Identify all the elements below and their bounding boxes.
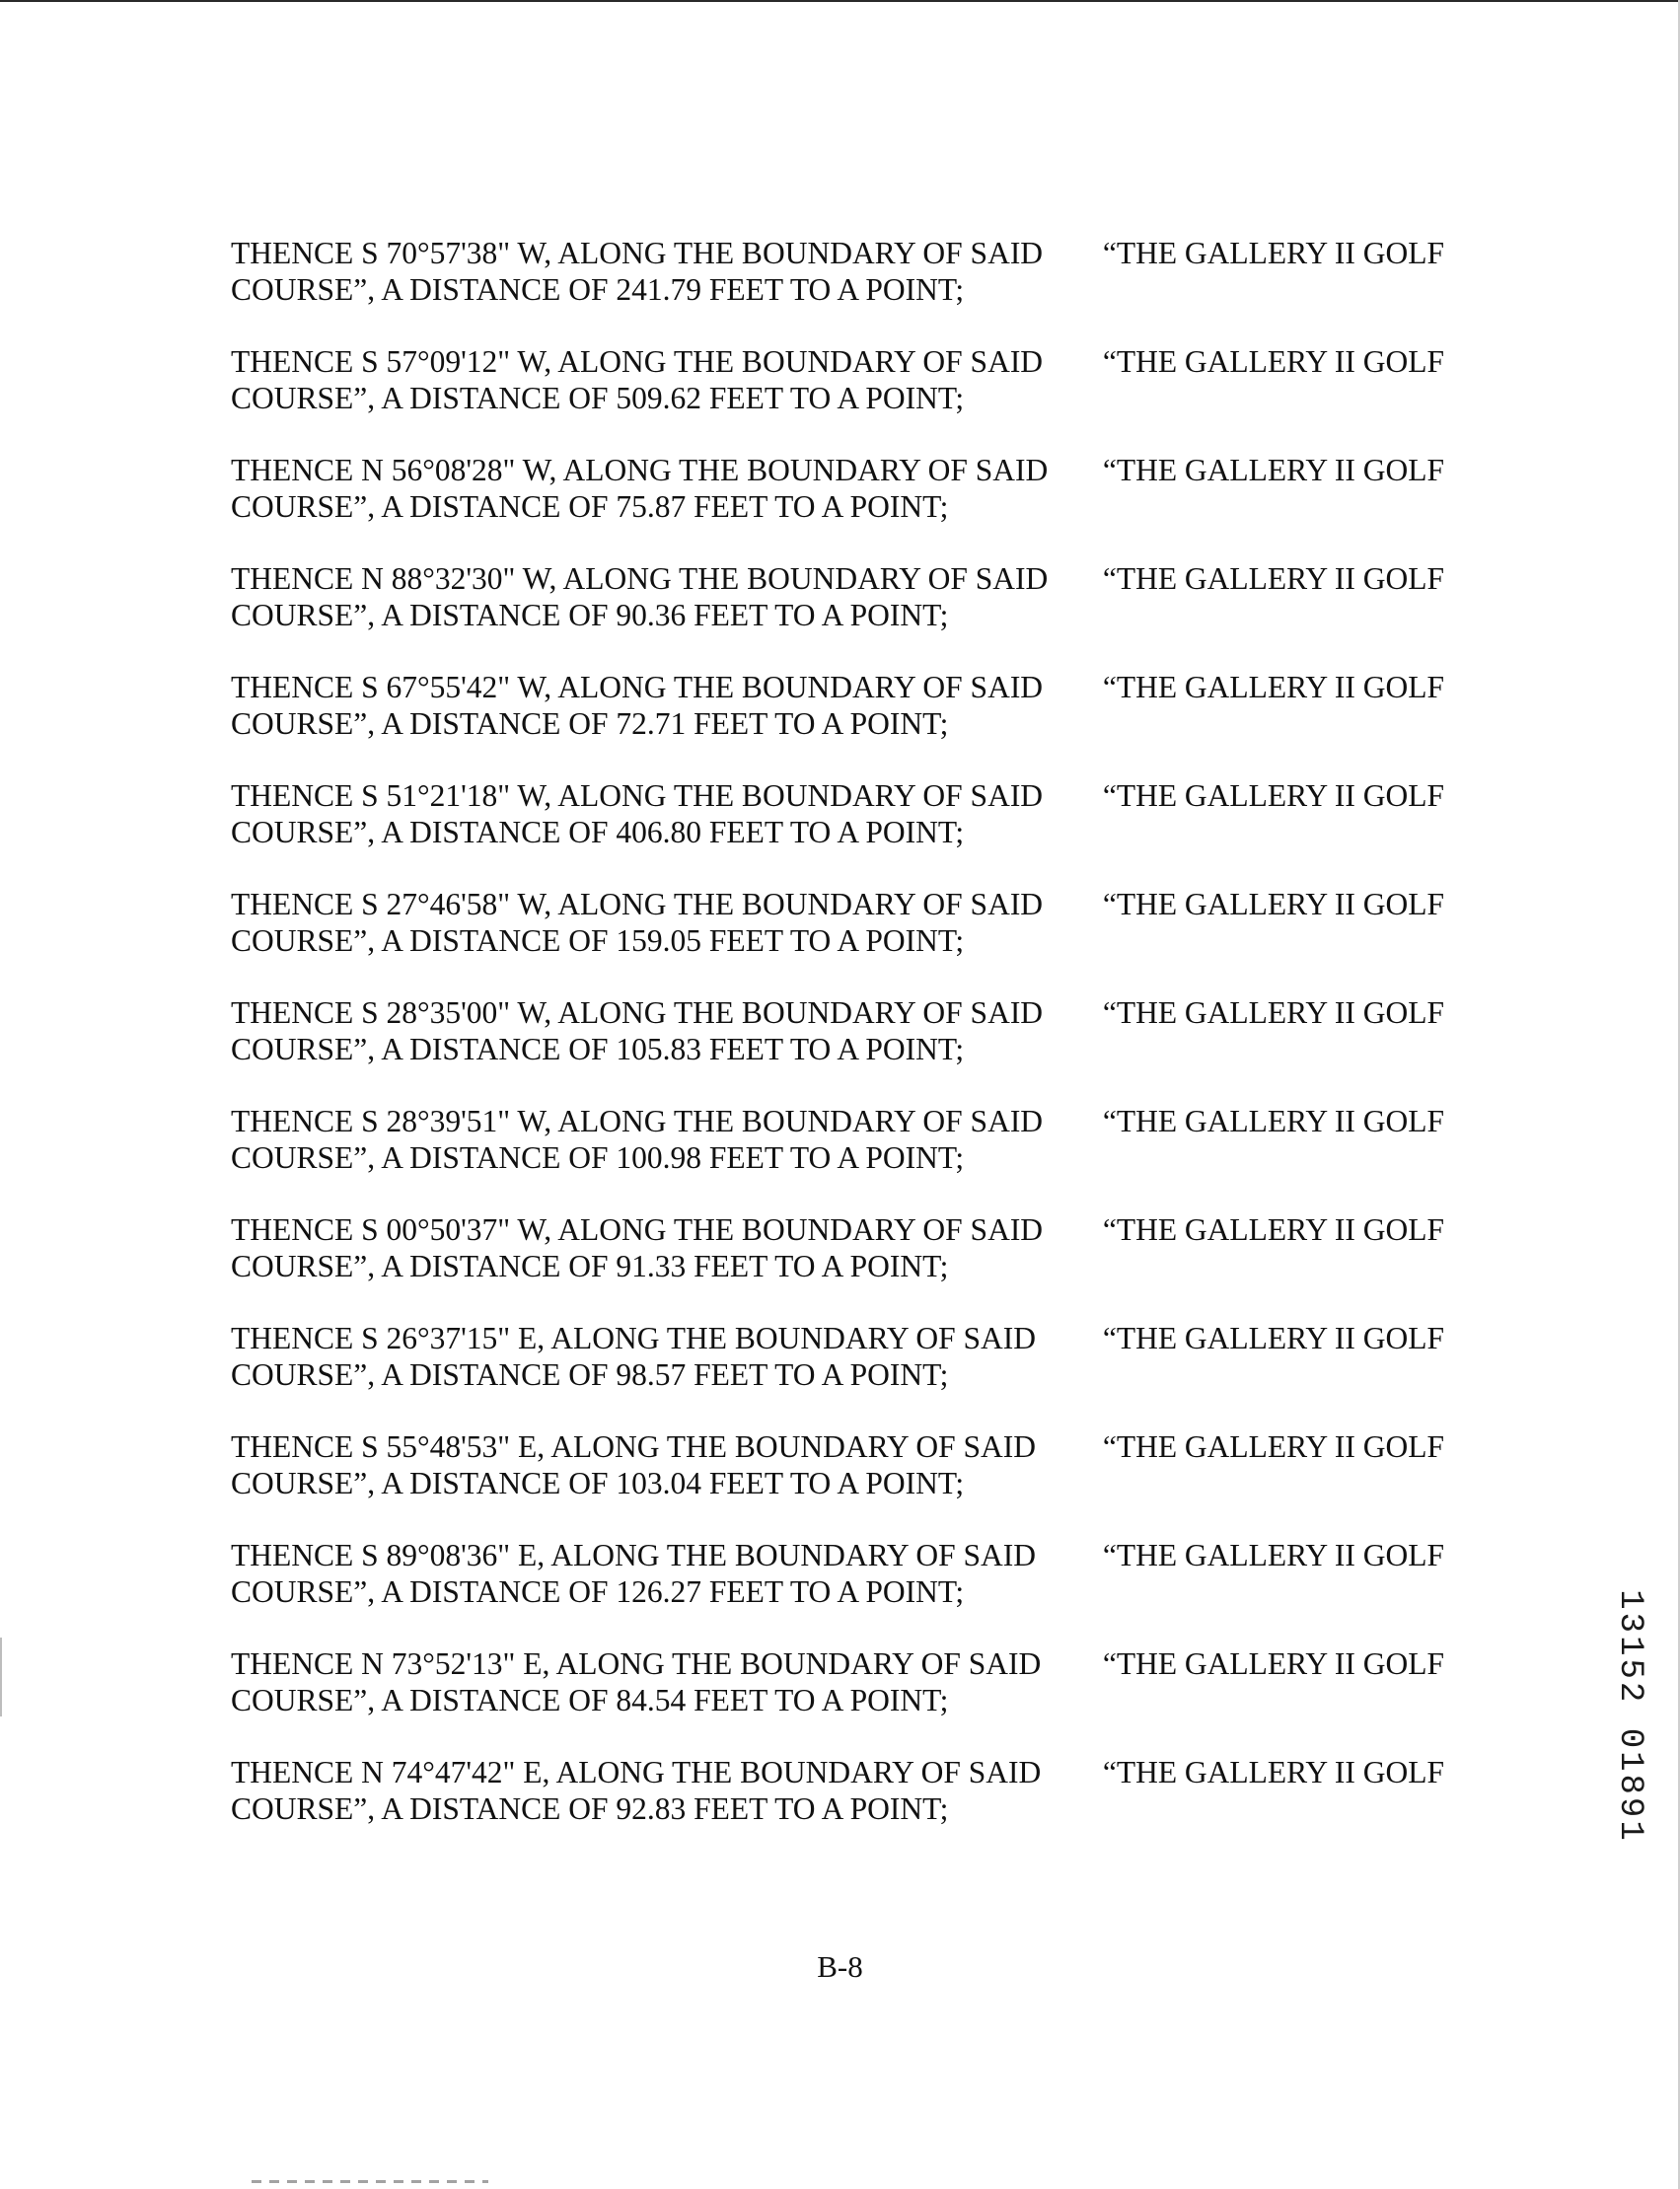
- course-distance-text: COURSE”, A DISTANCE OF 100.98 FEET TO A POINT;: [231, 1140, 965, 1175]
- course-bearing-text: THENCE N 88°32'30" W, ALONG THE BOUNDARY OF SAID: [231, 561, 1049, 596]
- course-reference-text: “THE GALLERY II GOLF: [1102, 1755, 1444, 1789]
- course-reference-text: “THE GALLERY II GOLF: [1102, 995, 1444, 1030]
- course-distance-text: COURSE”, A DISTANCE OF 509.62 FEET TO A POINT;: [231, 381, 965, 415]
- course-call-12: [231, 1428, 1444, 1501]
- course-distance-text: COURSE”, A DISTANCE OF 91.33 FEET TO A POINT;: [231, 1249, 949, 1283]
- scan-top-edge: [0, 0, 1680, 2]
- course-bearing-text: THENCE S 00°50'37" W, ALONG THE BOUNDARY OF SAID: [231, 1212, 1044, 1247]
- course-distance-text: COURSE”, A DISTANCE OF 98.57 FEET TO A POINT;: [231, 1357, 949, 1392]
- course-reference-text: “THE GALLERY II GOLF: [1102, 236, 1444, 270]
- course-line-1: [231, 1537, 1444, 1573]
- course-call-3: [231, 452, 1444, 525]
- course-bearing-text: THENCE S 26°37'15" E, ALONG THE BOUNDARY OF SAID: [231, 1321, 1037, 1355]
- course-bearing-text: THENCE S 51°21'18" W, ALONG THE BOUNDARY OF SAID: [231, 778, 1044, 813]
- course-line-1: [231, 1754, 1444, 1790]
- course-line-1: [231, 343, 1444, 380]
- course-reference-text: “THE GALLERY II GOLF: [1102, 1104, 1444, 1138]
- course-reference-text: “THE GALLERY II GOLF: [1102, 1646, 1444, 1681]
- course-call-15: [231, 1754, 1444, 1827]
- course-bearing-text: THENCE N 74°47'42" E, ALONG THE BOUNDARY OF SAID: [231, 1755, 1042, 1789]
- course-reference-text: “THE GALLERY II GOLF: [1102, 1538, 1444, 1572]
- page-number: B-8: [817, 1949, 863, 1984]
- course-call-10: [231, 1211, 1444, 1284]
- course-reference-text: “THE GALLERY II GOLF: [1102, 453, 1444, 487]
- course-distance-text: COURSE”, A DISTANCE OF 90.36 FEET TO A POINT;: [231, 598, 949, 632]
- course-bearing-text: THENCE S 55°48'53" E, ALONG THE BOUNDARY OF SAID: [231, 1429, 1037, 1464]
- course-bearing-text: THENCE S 70°57'38" W, ALONG THE BOUNDARY OF SAID: [231, 236, 1044, 270]
- course-call-14: [231, 1645, 1444, 1718]
- course-call-6: [231, 777, 1444, 850]
- course-line-1: [231, 560, 1444, 597]
- course-distance-text: COURSE”, A DISTANCE OF 126.27 FEET TO A POINT;: [231, 1574, 965, 1609]
- course-distance-text: COURSE”, A DISTANCE OF 241.79 FEET TO A POINT;: [231, 272, 965, 307]
- scan-left-mark: [0, 1638, 2, 1716]
- legal-description-body: [231, 235, 1444, 1862]
- course-distance-text: COURSE”, A DISTANCE OF 72.71 FEET TO A POINT;: [231, 706, 949, 741]
- course-reference-text: “THE GALLERY II GOLF: [1102, 344, 1444, 379]
- course-reference-text: “THE GALLERY II GOLF: [1102, 1429, 1444, 1464]
- course-call-4: [231, 560, 1444, 633]
- course-line-1: [231, 994, 1444, 1031]
- course-reference-text: “THE GALLERY II GOLF: [1102, 1212, 1444, 1247]
- course-line-1: [231, 1428, 1444, 1465]
- course-line-1: [231, 452, 1444, 488]
- course-bearing-text: THENCE S 28°39'51" W, ALONG THE BOUNDARY OF SAID: [231, 1104, 1044, 1138]
- recording-stamp: [1610, 1578, 1649, 1855]
- course-bearing-text: THENCE S 89°08'36" E, ALONG THE BOUNDARY OF SAID: [231, 1538, 1037, 1572]
- course-call-5: [231, 669, 1444, 742]
- course-bearing-text: THENCE S 28°35'00" W, ALONG THE BOUNDARY OF SAID: [231, 995, 1044, 1030]
- course-reference-text: “THE GALLERY II GOLF: [1102, 670, 1444, 704]
- course-distance-text: COURSE”, A DISTANCE OF 92.83 FEET TO A POINT;: [231, 1791, 949, 1826]
- course-line-1: [231, 1211, 1444, 1248]
- course-reference-text: “THE GALLERY II GOLF: [1102, 1321, 1444, 1355]
- course-distance-text: COURSE”, A DISTANCE OF 84.54 FEET TO A POINT;: [231, 1683, 949, 1717]
- course-call-13: [231, 1537, 1444, 1610]
- course-call-7: [231, 886, 1444, 959]
- course-bearing-text: THENCE S 67°55'42" W, ALONG THE BOUNDARY OF SAID: [231, 670, 1044, 704]
- course-call-2: [231, 343, 1444, 416]
- scan-bottom-smudge: [252, 2180, 488, 2183]
- course-reference-text: “THE GALLERY II GOLF: [1102, 887, 1444, 921]
- course-bearing-text: THENCE N 73°52'13" E, ALONG THE BOUNDARY OF SAID: [231, 1646, 1042, 1681]
- course-call-8: [231, 994, 1444, 1067]
- course-bearing-text: THENCE S 27°46'58" W, ALONG THE BOUNDARY OF SAID: [231, 887, 1044, 921]
- course-distance-text: COURSE”, A DISTANCE OF 75.87 FEET TO A POINT;: [231, 489, 949, 524]
- course-line-1: [231, 1645, 1444, 1682]
- course-line-1: [231, 886, 1444, 922]
- course-distance-text: COURSE”, A DISTANCE OF 159.05 FEET TO A POINT;: [231, 923, 965, 958]
- course-bearing-text: THENCE N 56°08'28" W, ALONG THE BOUNDARY OF SAID: [231, 453, 1049, 487]
- course-distance-text: COURSE”, A DISTANCE OF 406.80 FEET TO A POINT;: [231, 815, 965, 849]
- course-line-1: [231, 1320, 1444, 1356]
- course-reference-text: “THE GALLERY II GOLF: [1102, 778, 1444, 813]
- course-call-1: [231, 235, 1444, 308]
- course-line-1: [231, 1103, 1444, 1139]
- course-call-11: [231, 1320, 1444, 1393]
- course-distance-text: COURSE”, A DISTANCE OF 105.83 FEET TO A POINT;: [231, 1032, 965, 1066]
- course-call-9: [231, 1103, 1444, 1176]
- course-line-1: [231, 235, 1444, 271]
- course-line-1: [231, 777, 1444, 814]
- recording-stamp-number: 13152 01891: [1611, 1589, 1648, 1844]
- course-bearing-text: THENCE S 57°09'12" W, ALONG THE BOUNDARY OF SAID: [231, 344, 1044, 379]
- course-distance-text: COURSE”, A DISTANCE OF 103.04 FEET TO A POINT;: [231, 1466, 965, 1500]
- course-line-1: [231, 669, 1444, 705]
- course-reference-text: “THE GALLERY II GOLF: [1102, 561, 1444, 596]
